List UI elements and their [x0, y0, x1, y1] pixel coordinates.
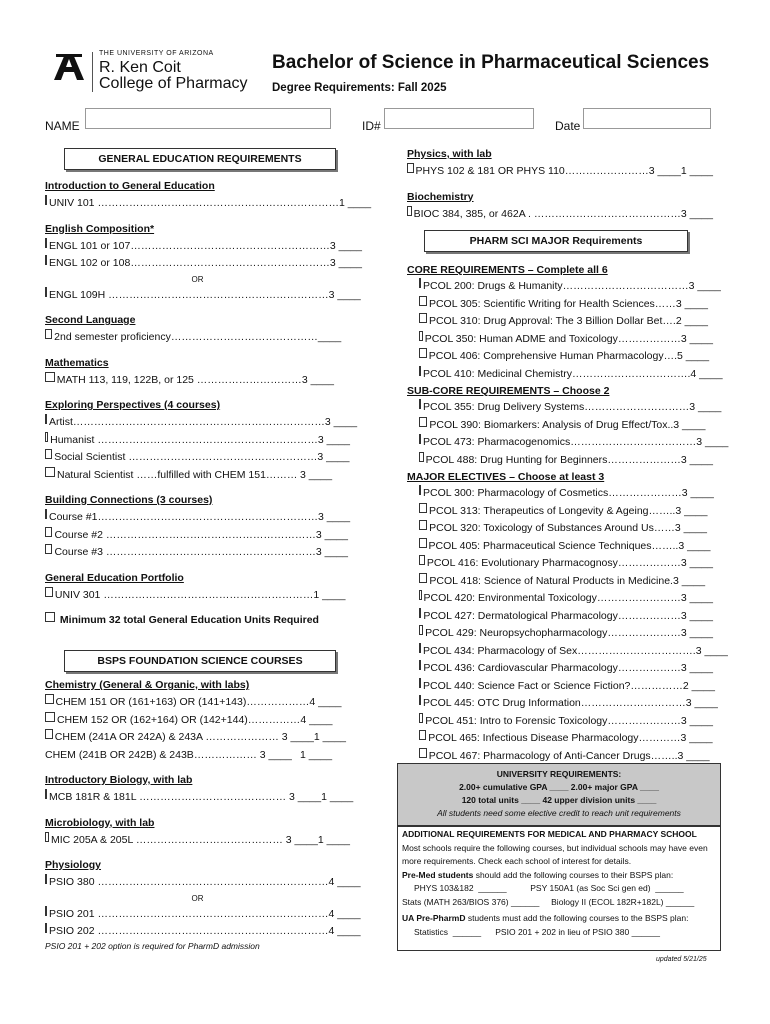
list-item: PSIO 380 ………………………………………………………… 4 ____ [45, 874, 350, 892]
course-item [407, 695, 718, 713]
univ-gpa: 2.00+ cumulative GPA ____ 2.00+ major GPA ____ [459, 782, 659, 792]
list-item: MATH 113, 119, 122B, or 125 ………………………… 3 ____ [45, 372, 350, 390]
checkbox[interactable] [45, 372, 55, 382]
course-text: PCOL 451: Intro to Forensic Toxicology………………… [425, 714, 681, 727]
checkbox[interactable] [45, 467, 55, 477]
course-item [407, 713, 713, 731]
checkbox[interactable] [419, 538, 427, 548]
connections-title: Building Connections (3 courses) [45, 494, 213, 506]
left-column [45, 178, 372, 630]
checkbox[interactable] [45, 255, 47, 265]
checkbox[interactable] [45, 729, 53, 739]
checkbox[interactable] [419, 730, 426, 740]
course-units: 3 ____ [680, 662, 713, 674]
checkbox[interactable] [419, 520, 427, 530]
chemistry-title: Chemistry (General & Organic, with labs) [45, 679, 250, 691]
checkbox[interactable] [407, 163, 414, 173]
physics-title: Physics, with lab [407, 148, 492, 160]
pharmd-text: students must add the following courses to the BSPS plan: [465, 913, 689, 923]
math-title: Mathematics [45, 356, 109, 369]
course-units: 3 ____ [685, 697, 718, 709]
checkbox[interactable] [407, 206, 412, 216]
course-item [407, 348, 713, 366]
checkbox[interactable] [419, 695, 421, 705]
checkbox[interactable] [419, 313, 427, 323]
checkbox[interactable] [45, 694, 54, 704]
list-item: UNIV 101 …………………………………………………………… 1 ____ [45, 195, 350, 213]
subcore-title: SUB-CORE REQUIREMENTS – Choose 2 [407, 385, 610, 397]
course-text: PCOL 445: OTC Drug Information………………………… [423, 697, 686, 709]
list-item: MCB 181R & 181L …………………………………… 3 ____ 1 ____ [45, 789, 350, 807]
course-item [407, 678, 713, 696]
list-item: UNIV 301 …………………………………………………… 1 ____ [45, 587, 350, 605]
physiology-note: PSIO 201 + 202 option is required for PharmD admission [45, 940, 260, 951]
pharmd-label: UA Pre-PharmD [402, 913, 466, 923]
list-item: PHYS 102 & 181 OR PHYS 110……………………3 ____ 1 ____ [407, 163, 713, 181]
checkbox[interactable] [45, 527, 52, 537]
checkbox[interactable] [45, 449, 52, 459]
course-text: PCOL 405: Pharmaceutical Science Techniques…….. [428, 539, 679, 552]
physiology-title: Physiology [45, 859, 102, 871]
course-text: PCOL 350: Human ADME and Toxicology……………… [424, 332, 681, 345]
checkbox[interactable] [45, 874, 47, 884]
course-units: 3 ____ [680, 592, 713, 604]
course-text: PCOL 473: Pharmacogenomics……………………………… [423, 436, 697, 448]
micro-title: Microbiology, with lab [45, 816, 155, 829]
checkbox[interactable] [419, 348, 427, 358]
checkbox[interactable] [419, 713, 423, 723]
course-text: PCOL 440: Science Fact or Science Fiction?…………… [423, 679, 683, 692]
date-field[interactable] [583, 108, 711, 129]
checkbox[interactable] [419, 555, 425, 565]
premed-line1: PHYS 103&182 ______ PSY 150A1 (as Soc Sci gen ed) ______ [414, 883, 684, 893]
course-item [407, 452, 713, 470]
course-text: PCOL 390: Biomarkers: Analysis of Drug Effect/Tox.. [429, 418, 674, 431]
course-units: 3 ____ [695, 644, 728, 657]
course-units: 3 ____ [696, 436, 729, 448]
list-item: CHEM 152 OR (162+164) OR (142+144)…………… 4 ____ [45, 712, 350, 730]
course-units: 3 ____ [675, 504, 708, 517]
course-units: 3 ____ [689, 401, 722, 413]
minimum-gen-ed: Minimum 32 total General Education Units Required [45, 612, 350, 630]
name-field[interactable] [85, 108, 331, 129]
course-units: 3 ____ [680, 714, 713, 727]
university-logo-icon [52, 52, 86, 82]
course-units: 3 ____ [677, 749, 710, 762]
course-text: PCOL 488: Drug Hunting for Beginners………………… [425, 453, 681, 466]
list-item: BIOC 384, 385, or 462A . …………………………………… 3 ____ [407, 206, 713, 224]
checkbox[interactable] [45, 906, 47, 916]
list-item: CHEM (241A OR 242A) & 243A ………………… 3 ____ 1 ____ [45, 729, 350, 747]
premed-label: Pre-Med students [402, 869, 474, 880]
course-text: PCOL 465: Infectious Disease Pharmacology………… [428, 732, 681, 744]
list-item: MIC 205A & 205L …………………………………… 3 ____ 1 ____ [45, 832, 350, 850]
checkbox[interactable] [45, 329, 52, 339]
course-text: PCOL 320: Toxicology of Substances Around Us…… [429, 522, 675, 534]
checkbox[interactable] [45, 509, 47, 519]
course-text: PCOL 305: Scientific Writing for Health Sciences…… [428, 297, 676, 310]
updated-date: updated 5/21/25 [656, 956, 707, 963]
course-item [407, 520, 713, 538]
page-subtitle: Degree Requirements: Fall 2025 [272, 82, 447, 94]
course-item [407, 417, 713, 435]
course-item [407, 730, 713, 748]
checkbox[interactable] [419, 296, 427, 306]
course-units: 4 ____ [690, 367, 723, 380]
course-units: 3 ____ [673, 418, 706, 431]
checkbox[interactable] [419, 503, 427, 513]
course-text: PCOL 313: Therapeutics of Longevity & Ageing…….. [429, 504, 676, 517]
course-units: 5 ____ [677, 350, 710, 362]
left-foundation [45, 677, 361, 951]
date-label: Date [555, 119, 581, 133]
checkbox[interactable] [419, 590, 422, 600]
course-text: PCOL 300: Pharmacology of Cosmetics………………… [423, 487, 682, 499]
checkbox[interactable] [419, 625, 423, 635]
name-label: NAME [45, 119, 80, 133]
checkbox[interactable] [419, 485, 421, 495]
course-units: 3 ____ [680, 332, 713, 345]
electives-title: MAJOR ELECTIVES – Choose at least 3 [407, 471, 605, 483]
additional-text: Most schools require the following courses, but individual schools may have even more requirements. Check each school of interest for details. [402, 842, 708, 866]
course-item [407, 590, 713, 608]
course-units: 3 ____ [680, 453, 713, 466]
course-units: 3 ____ [680, 609, 713, 622]
intro-title: Introduction to General Education [45, 180, 215, 192]
course-item [407, 625, 713, 643]
list-item: 2nd semester proficiency…………………………………… ____ [45, 329, 350, 347]
checkbox[interactable] [45, 923, 47, 933]
college-line2: College of Pharmacy [99, 75, 248, 92]
additional-requirements-box [397, 825, 721, 951]
course-units: 3 ____ [681, 487, 714, 499]
course-item [407, 538, 713, 556]
language-title: Second Language [45, 314, 136, 326]
list-item: ENGL 102 or 108………………………………………………… 3 ____ [45, 255, 350, 273]
univ-units: 120 total units ____ 42 upper division units ____ [461, 795, 657, 805]
checkbox[interactable] [45, 432, 48, 442]
course-text: PCOL 429: Neuropsychopharmacology………………… [425, 627, 681, 639]
course-item [407, 643, 728, 661]
college-line1: R. Ken Coit [99, 59, 181, 76]
biochem-title: Biochemistry [407, 190, 474, 203]
id-label: ID# [362, 119, 381, 133]
checkbox[interactable] [45, 587, 53, 597]
course-text: PCOL 436: Cardiovascular Pharmacology……………… [423, 662, 681, 674]
right-major [407, 262, 729, 765]
additional-title: ADDITIONAL REQUIREMENTS FOR MEDICAL AND PHARMACY SCHOOL [402, 829, 697, 839]
course-units: 2 ____ [675, 315, 708, 327]
checkbox[interactable] [419, 417, 427, 427]
gen-ed-header: GENERAL EDUCATION REQUIREMENTS [64, 148, 336, 170]
course-item [407, 503, 713, 521]
list-item: ENGL 109H ……………………………………………………… 3 ____ [45, 287, 350, 305]
list-item: Social Scientist ……………………………………………… 3 ____ [45, 449, 350, 467]
list-item: CHEM 151 OR (161+163) OR (141+143)……………… 4 ____ [45, 694, 350, 712]
major-header: PHARM SCI MAJOR Requirements [424, 230, 688, 252]
checkbox[interactable] [45, 414, 47, 424]
course-text: PCOL 410: Medicinal Chemistry……………………………. [423, 367, 691, 380]
course-item [407, 313, 713, 331]
list-item: Course #2 …………………………………………………… 3 ____ [45, 527, 350, 545]
page-title: Bachelor of Science in Pharmaceutical Sciences [272, 52, 710, 73]
english-title: English Composition* [45, 222, 155, 235]
checkbox[interactable] [419, 399, 421, 409]
course-item [407, 399, 722, 417]
univ-title: UNIVERSITY REQUIREMENTS: [496, 769, 622, 779]
core-title: CORE REQUIREMENTS – Complete all 6 [407, 264, 608, 276]
checkbox[interactable] [45, 544, 52, 554]
list-item: Course #3 …………………………………………………… 3 ____ [45, 544, 350, 562]
list-item: Course #1……………………………………………………… 3 ____ [45, 509, 350, 527]
course-units: 2 ____ [682, 679, 715, 692]
course-text: PCOL 200: Drugs & Humanity……………………………… [423, 280, 689, 292]
course-item [407, 485, 713, 503]
or-label: OR [191, 274, 204, 284]
checkbox[interactable] [419, 643, 421, 653]
checkbox[interactable] [419, 608, 421, 618]
checkbox[interactable] [419, 678, 421, 688]
checkbox[interactable] [419, 434, 421, 444]
college-logo-text [99, 50, 248, 92]
pharmd-line1: Statistics ______ PSIO 201 + 202 in lieu of PSIO 380 ______ [414, 926, 660, 937]
foundation-header: BSPS FOUNDATION SCIENCE COURSES [64, 650, 336, 672]
checkbox[interactable] [419, 573, 427, 583]
course-text: PCOL 418: Science of Natural Products in Medicine. [429, 574, 673, 587]
course-item [407, 366, 723, 384]
perspectives-title: Exploring Perspectives (4 courses) [45, 399, 221, 411]
checkbox[interactable] [419, 278, 421, 288]
course-text: PCOL 406: Comprehensive Human Pharmacology…. [428, 350, 677, 362]
course-units: 3 ____ [675, 297, 708, 310]
id-field[interactable] [384, 108, 534, 129]
list-item: PSIO 202 ………………………………………………………… 4 ____ [45, 923, 350, 941]
course-text: PCOL 416: Evolutionary Pharmacognosy……………… [426, 557, 681, 569]
checkbox[interactable] [45, 287, 47, 297]
course-item [407, 555, 713, 573]
list-item: Humanist ……………………………………………………… 3 ____ [45, 432, 350, 450]
list-item: PSIO 201 ………………………………………………………… 4 ____ [45, 906, 350, 924]
checkbox[interactable] [45, 195, 47, 205]
course-units: 3 ____ [680, 732, 713, 744]
course-units: 3 ____ [680, 557, 713, 569]
course-item [407, 331, 713, 349]
checkbox[interactable] [419, 366, 421, 376]
course-units: 3 ____ [688, 280, 721, 292]
course-units: 3 ____ [674, 522, 707, 534]
checkbox[interactable] [45, 832, 49, 842]
university-requirements-box [397, 763, 721, 827]
checkbox[interactable] [45, 789, 47, 799]
list-item: Natural Scientist ……fulfilled with CHEM 151……… 3 ____ [45, 467, 350, 485]
course-text: PCOL 427: Dermatological Pharmacology……………… [423, 609, 681, 622]
course-text: PCOL 355: Drug Delivery Systems………………………… [423, 401, 690, 413]
course-item [407, 434, 729, 452]
checkbox[interactable] [419, 331, 423, 341]
course-item [407, 278, 721, 296]
premed-text: should add the following courses to their BSPS plan: [473, 869, 674, 880]
course-text: PCOL 420: Environmental Toxicology…………………… [423, 592, 681, 604]
course-text: PCOL 434: Pharmacology of Sex……………………………. [423, 644, 696, 657]
univ-note: All students need some elective credit to reach unit requirements [437, 808, 681, 818]
checkbox[interactable] [419, 452, 424, 462]
course-text: PCOL 467: Pharmacology of Anti-Cancer Drugs…….. [428, 749, 678, 762]
list-item: CHEM (241B OR 242B) & 243B……………… 3 ____ 1 ____ [45, 748, 333, 761]
course-item [407, 573, 713, 591]
course-units: 3 ____ [672, 574, 706, 587]
list-item: ENGL 101 or 107………………………………………………… 3 ____ [45, 238, 350, 256]
course-item [407, 660, 713, 678]
course-text: PCOL 310: Drug Approval: The 3 Billion Dollar Bet…. [428, 315, 676, 327]
or-label: OR [191, 893, 204, 903]
course-units: 3 ____ [680, 627, 713, 639]
biology-title: Introductory Biology, with lab [45, 774, 193, 786]
right-top [407, 146, 713, 223]
checkbox[interactable] [419, 748, 427, 758]
checkbox[interactable] [419, 660, 421, 670]
course-item [407, 296, 713, 314]
logo-divider [92, 52, 93, 92]
checkbox[interactable] [45, 238, 47, 248]
university-name: THE UNIVERSITY OF ARIZONA [99, 50, 214, 57]
course-units: 3 ____ [678, 539, 711, 552]
list-item: Artist……………………………………………………………… 3 ____ [45, 414, 350, 432]
premed-line2: Stats (MATH 263/BIOS 376) ______ Biology II (ECOL 182R+182L) ______ [402, 896, 695, 907]
checkbox[interactable] [45, 712, 55, 722]
course-item [407, 608, 713, 626]
checkbox[interactable] [45, 612, 55, 622]
portfolio-title: General Education Portfolio [45, 571, 184, 584]
